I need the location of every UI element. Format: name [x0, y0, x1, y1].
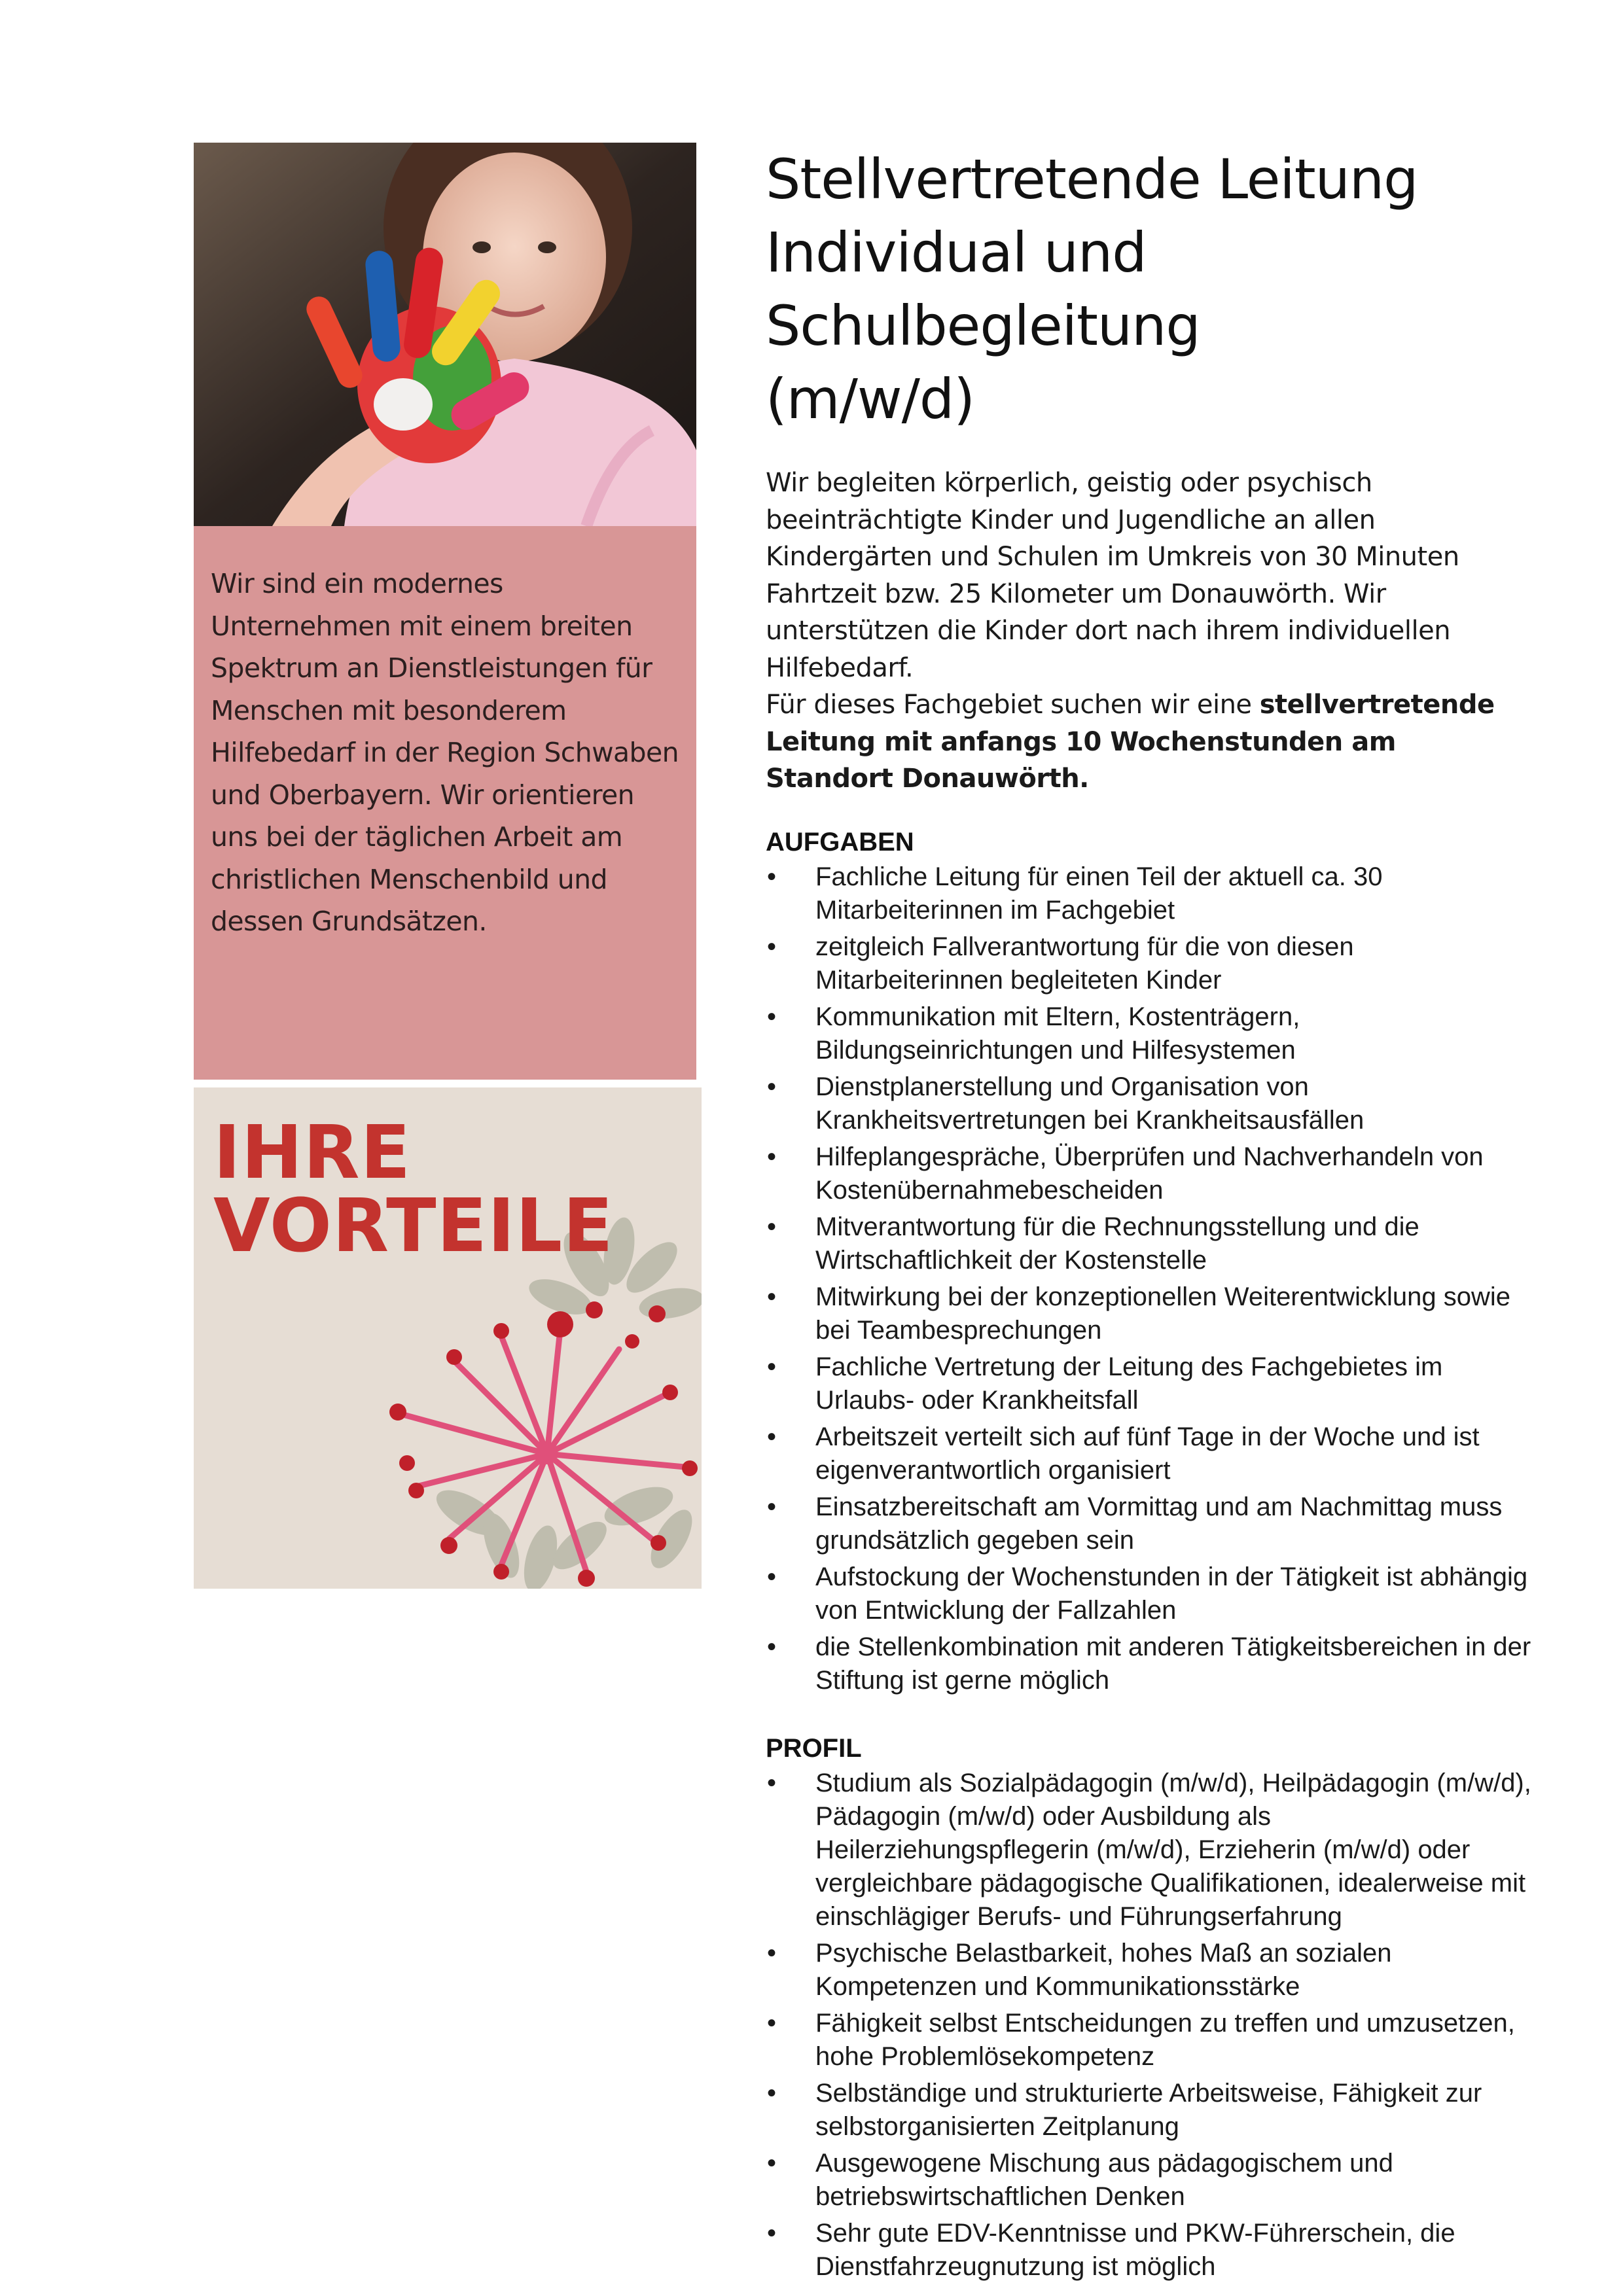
- aufgaben-item: • Fachliche Vertretung der Leitung des Fachgebietes im Urlaubs- oder Krankheitsfall: [766, 1351, 1531, 1417]
- profil-item: • Fähigkeit selbst Entscheidungen zu treffen und umzusetzen, hohe Problemlösekompetenz: [766, 2007, 1531, 2074]
- profil-list: [766, 1767, 1531, 2284]
- job-intro-paragraph: Wir begleiten körperlich, geistig oder psychisch beeinträchtigte Kinder und Jugendliche an allen Kindergärten und Schulen im Umkreis von 30 Minuten Fahrtzeit bzw. 25 Kilometer um Donauwörth. Wir unterstützen die Kinder dort nach ihrem individuellen Hilfebedarf.: [766, 468, 1459, 683]
- profil-item: • Psychische Belastbarkeit, hohes Maß an sozialen Kompetenzen und Kommunikationsstärke: [766, 1937, 1531, 2004]
- profil-item: • Selbständige und strukturierte Arbeitsweise, Fähigkeit zur selbstorganisierten Zeitplanung: [766, 2077, 1531, 2144]
- painted-hand-illustration: [194, 143, 696, 526]
- aufgaben-item: • Dienstplanerstellung und Organisation von Krankheitsvertretungen bei Krankheitsausfällen: [766, 1070, 1531, 1137]
- search-emphasis: stellvertretende Leitung mit anfangs 10 Wochenstunden am Standort Donauwörth.: [766, 690, 1495, 794]
- profil-item: • Sehr gute EDV-Kenntnisse und PKW-Führerschein, die Dienstfahrzeugnutzung ist möglich: [766, 2217, 1531, 2284]
- benefits-title-line-1: IHRE: [213, 1110, 412, 1195]
- profil-item: • Studium als Sozialpädagogin (m/w/d), Heilpädagogin (m/w/d), Pädagogin (m/w/d) oder Ausbildung als Heilerziehungspflegerin (m/w/d), Erzieherin (m/w/d) oder vergleichbare pädagogische Qualifikationen, idealerweise mit einschlägiger Berufs- und Führungserfahrung: [766, 1767, 1531, 1934]
- aufgaben-item: • Mitwirkung bei der konzeptionellen Weiterentwicklung sowie bei Teambesprechungen: [766, 1280, 1531, 1347]
- aufgaben-heading: AUFGABEN: [766, 827, 914, 857]
- aufgaben-list: [766, 860, 1531, 1697]
- company-intro-box: [194, 526, 696, 1080]
- search-prefix: Für dieses Fachgebiet suchen wir eine: [766, 690, 1260, 720]
- right-column: [766, 143, 1531, 2287]
- job-title-line-2: Individual und Schulbegleitung: [766, 221, 1200, 358]
- aufgaben-item: • Mitverantwortung für die Rechnungsstellung und die Wirtschaftlichkeit der Kostenstelle: [766, 1210, 1531, 1277]
- search-statement: [766, 686, 1531, 798]
- aufgaben-item: • Hilfeplangespräche, Überprüfen und Nachverhandeln von Kostenübernahmebescheiden: [766, 1140, 1531, 1207]
- aufgaben-item: • Kommunikation mit Eltern, Kostenträgern, Bildungseinrichtungen und Hilfesystemen: [766, 1000, 1531, 1067]
- job-title: [766, 143, 1531, 436]
- aufgaben-item: • zeitgleich Fallverantwortung für die von diesen Mitarbeiterinnen begleiteten Kinder: [766, 930, 1531, 997]
- aufgaben-item: • Einsatzbereitschaft am Vormittag und am Nachmittag muss grundsätzlich gegeben sein: [766, 1491, 1531, 1557]
- job-title-line-1: Stellvertretende Leitung: [766, 147, 1418, 211]
- aufgaben-item: • Arbeitszeit verteilt sich auf fünf Tage in der Woche und ist eigenverantwortlich organisiert: [766, 1421, 1531, 1487]
- benefits-title-line-2: VORTEILE: [213, 1184, 614, 1269]
- profil-heading: PROFIL: [766, 1733, 862, 1763]
- job-title-line-3: (m/w/d): [766, 367, 974, 431]
- aufgaben-item: • Aufstockung der Wochenstunden in der Tätigkeit ist abhängig von Entwicklung der Fallzahlen: [766, 1561, 1531, 1627]
- child-painted-hand-photo: [194, 143, 696, 526]
- aufgaben-item: • die Stellenkombination mit anderen Tätigkeitsbereichen in der Stiftung ist gerne möglich: [766, 1631, 1531, 1697]
- benefits-title: [213, 1110, 614, 1269]
- benefits-banner: [194, 1087, 702, 1589]
- aufgaben-item: • Fachliche Leitung für einen Teil der aktuell ca. 30 Mitarbeiterinnen im Fachgebiet: [766, 860, 1531, 927]
- company-intro-text: Wir sind ein modernes Unternehmen mit einem breiten Spektrum an Dienstleistungen für Menschen mit besonderem Hilfebedarf in der Region Schwaben und Oberbayern. Wir orientieren uns bei der täglichen Arbeit am christlichen Menschenbild und dessen Grundsätzen.: [211, 568, 679, 937]
- profil-item: • Ausgewogene Mischung aus pädagogischem und betriebswirtschaftlichen Denken: [766, 2147, 1531, 2214]
- leaf-icon-group: [429, 1215, 702, 1589]
